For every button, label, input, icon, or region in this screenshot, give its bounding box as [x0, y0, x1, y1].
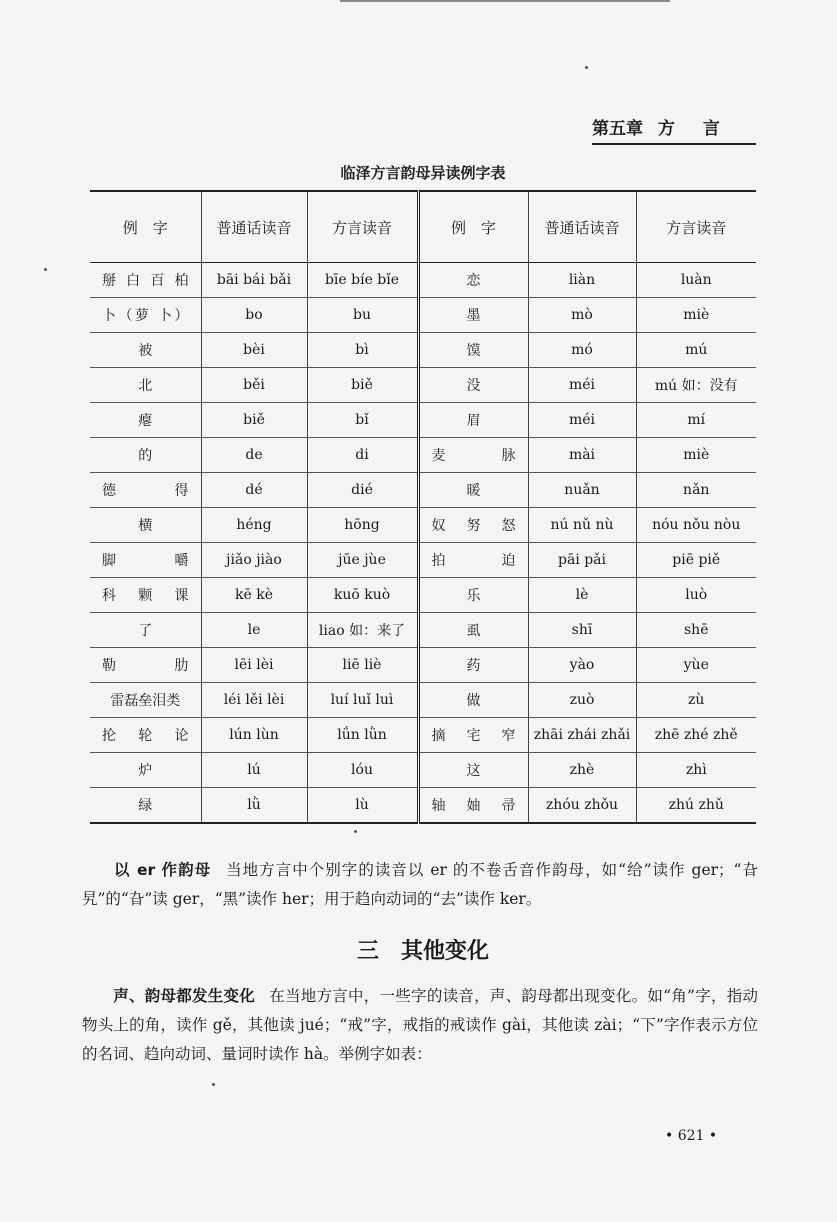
cell-example-char: 被 [90, 333, 201, 368]
cell-example-char: 摘 宅 窄 [418, 718, 528, 753]
cell-dialect: biě [307, 368, 418, 403]
cell-mandarin: nuǎn [528, 473, 636, 508]
cell-dialect: luàn [636, 263, 756, 298]
cell-mandarin: lún lùn [201, 718, 307, 753]
cell-example-char: 轴 妯 帚 [418, 788, 528, 824]
table-row [90, 718, 756, 753]
table-title: 临泽方言韵母异读例字表 [340, 164, 506, 182]
cell-example-char: 抡 轮 论 [90, 718, 201, 753]
cell-example-char: 做 [418, 683, 528, 718]
scan-speck [212, 1083, 215, 1086]
cell-mandarin: bo [201, 298, 307, 333]
cell-example-char: 绿 [90, 788, 201, 824]
top-rule [340, 0, 670, 2]
cell-mandarin: zhāi zhái zhǎi [528, 718, 636, 753]
table-row [90, 473, 756, 508]
cell-example-char: 墨 [418, 298, 528, 333]
cell-dialect: bǐ [307, 403, 418, 438]
cell-example-char: 北 [90, 368, 201, 403]
chapter-title: 方言 [657, 119, 748, 139]
cell-dialect: di [307, 438, 418, 473]
table-row [90, 333, 756, 368]
cell-example-char: 掰 白 百 柏 [90, 263, 201, 298]
cell-dialect: yùe [636, 648, 756, 683]
cell-mandarin: zhè [528, 753, 636, 788]
cell-mandarin: mó [528, 333, 636, 368]
running-head [592, 114, 756, 145]
table-row [90, 438, 756, 473]
cell-example-char: 德 得 [90, 473, 201, 508]
cell-dialect: zù [636, 683, 756, 718]
paragraph-er-rime [82, 856, 758, 914]
table-row [90, 613, 756, 648]
cell-mandarin: kē kè [201, 578, 307, 613]
rime-reading-table [90, 190, 756, 824]
cell-dialect: miè [636, 298, 756, 333]
table-row [90, 403, 756, 438]
paragraph-initial-final-change [82, 982, 758, 1069]
cell-mandarin: méi [528, 403, 636, 438]
page-number: • 621 • [665, 1128, 718, 1144]
cell-dialect: miè [636, 438, 756, 473]
section-heading [90, 934, 756, 965]
cell-mandarin: mài [528, 438, 636, 473]
header-dialect: 方言读音 [307, 191, 418, 263]
cell-mandarin: bāi bái bǎi [201, 263, 307, 298]
cell-example-char: 雷磊垒泪类 [90, 683, 201, 718]
cell-example-char: 恋 [418, 263, 528, 298]
section-number: 三 [356, 938, 379, 964]
cell-mandarin: héng [201, 508, 307, 543]
cell-dialect: mí [636, 403, 756, 438]
table-row [90, 648, 756, 683]
table-row [90, 508, 756, 543]
header-mandarin: 普通话读音 [528, 191, 636, 263]
chapter-label: 第五章 [592, 119, 643, 139]
cell-example-char: 科 颗 课 [90, 578, 201, 613]
cell-mandarin: liàn [528, 263, 636, 298]
cell-example-char: 勒 肋 [90, 648, 201, 683]
cell-mandarin: méi [528, 368, 636, 403]
cell-mandarin: lǜ [201, 788, 307, 824]
table-row [90, 683, 756, 718]
section-title: 其他变化 [401, 938, 490, 964]
table-row [90, 298, 756, 333]
cell-example-char: 脚 嚼 [90, 543, 201, 578]
cell-example-char: 暖 [418, 473, 528, 508]
cell-dialect: zhú zhǔ [636, 788, 756, 824]
cell-dialect: lóu [307, 753, 418, 788]
cell-mandarin: zhóu zhǒu [528, 788, 636, 824]
cell-dialect: luò [636, 578, 756, 613]
cell-mandarin: zuò [528, 683, 636, 718]
table-header-row [90, 191, 756, 263]
cell-example-char: 馍 [418, 333, 528, 368]
scan-speck [354, 830, 357, 833]
table-row [90, 578, 756, 613]
cell-dialect: dié [307, 473, 418, 508]
cell-dialect: shē [636, 613, 756, 648]
cell-mandarin: běi [201, 368, 307, 403]
table-row [90, 368, 756, 403]
scan-speck [44, 268, 47, 271]
table-row [90, 263, 756, 298]
cell-mandarin: dé [201, 473, 307, 508]
cell-example-char: 虱 [418, 613, 528, 648]
cell-dialect: hōng [307, 508, 418, 543]
header-example-char: 例 字 [418, 191, 528, 263]
table-row [90, 788, 756, 824]
cell-example-char: 的 [90, 438, 201, 473]
cell-example-char: 拍 迫 [418, 543, 528, 578]
cell-dialect: lǘn lǜn [307, 718, 418, 753]
cell-example-char: 乐 [418, 578, 528, 613]
header-mandarin: 普通话读音 [201, 191, 307, 263]
cell-dialect: liao 如：来了 [307, 613, 418, 648]
table-row [90, 753, 756, 788]
cell-mandarin: lú [201, 753, 307, 788]
cell-mandarin: de [201, 438, 307, 473]
cell-mandarin: bèi [201, 333, 307, 368]
cell-example-char: 眉 [418, 403, 528, 438]
cell-example-char: 麦 脉 [418, 438, 528, 473]
cell-example-char: 瘪 [90, 403, 201, 438]
cell-mandarin: yào [528, 648, 636, 683]
cell-dialect: mú [636, 333, 756, 368]
cell-example-char: 炉 [90, 753, 201, 788]
cell-mandarin: le [201, 613, 307, 648]
cell-dialect: piē piě [636, 543, 756, 578]
cell-example-char: 了 [90, 613, 201, 648]
paragraph-lead: 声、韵母都发生变化 [113, 987, 256, 1005]
cell-dialect: bīe bíe bǐe [307, 263, 418, 298]
cell-dialect: nóu nǒu nòu [636, 508, 756, 543]
cell-mandarin: lè [528, 578, 636, 613]
cell-dialect: bu [307, 298, 418, 333]
cell-mandarin: jiǎo jiào [201, 543, 307, 578]
cell-dialect: mú 如：没有 [636, 368, 756, 403]
cell-example-char: 没 [418, 368, 528, 403]
paragraph-text: 在当地方言中，一些字的读音，声、韵母都出现变化。如“角”字，指动物头上的角，读作 gě，其他读 jué；“戒”字，戒指的戒读作 gài，其他读 zài；“下”字作表示方位的名词、趋向动词、量词时读作 hà。举例字如表： [82, 987, 758, 1063]
cell-dialect: jūe jùe [307, 543, 418, 578]
table-row [90, 543, 756, 578]
cell-example-char: 奴 努 怒 [418, 508, 528, 543]
cell-mandarin: shī [528, 613, 636, 648]
cell-mandarin: biě [201, 403, 307, 438]
header-dialect: 方言读音 [636, 191, 756, 263]
cell-example-char: 这 [418, 753, 528, 788]
paragraph-text: 当地方言中个别字的读音以 er 的不卷舌音作韵母，如“给”读作 ger；“旮旯”的“旮”读 ger，“黑”读作 her；用于趋向动词的“去”读作 ker。 [82, 861, 758, 908]
cell-mandarin: léi lěi lèi [201, 683, 307, 718]
cell-mandarin: pāi pǎi [528, 543, 636, 578]
paragraph-lead: 以 er 作韵母 [113, 861, 212, 879]
cell-dialect: zhì [636, 753, 756, 788]
cell-dialect: kuō kuò [307, 578, 418, 613]
header-example-char: 例 字 [90, 191, 201, 263]
cell-dialect: luí luǐ luì [307, 683, 418, 718]
cell-example-char: 卜（萝 卜） [90, 298, 201, 333]
scan-speck [585, 66, 588, 69]
cell-dialect: nǎn [636, 473, 756, 508]
cell-example-char: 药 [418, 648, 528, 683]
cell-mandarin: nú nǔ nù [528, 508, 636, 543]
cell-mandarin: lēi lèi [201, 648, 307, 683]
cell-dialect: lù [307, 788, 418, 824]
cell-dialect: bì [307, 333, 418, 368]
cell-dialect: liē liè [307, 648, 418, 683]
cell-mandarin: mò [528, 298, 636, 333]
cell-dialect: zhē zhé zhě [636, 718, 756, 753]
cell-example-char: 横 [90, 508, 201, 543]
